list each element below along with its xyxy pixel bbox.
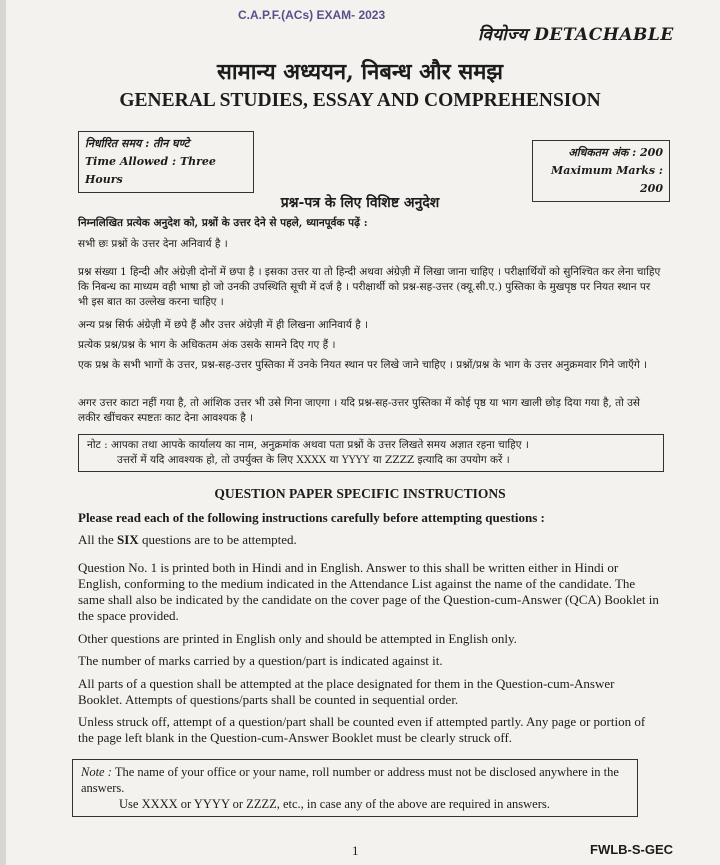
instruction-1-text-c: questions are to be attempted. [138, 532, 297, 547]
english-intro: Please read each of the following instructions carefully before attempting questions : [78, 510, 545, 525]
time-allowed-box [78, 131, 254, 193]
page-number: 1 [352, 843, 359, 858]
time-allowed-english: Time Allowed : Three Hours [85, 155, 216, 186]
english-instruction-2: Question No. 1 is printed both in Hindi and in English. Answer to this shall be written either in Hindi or English, conforming to the medium indicated in the Attendance List against the name of the candidate. The same shall also be indicated by the candidate on the cover page of the Question-cum-Answer (QCA) Booklet in the space provided. [78, 560, 659, 623]
maximum-marks-hindi: अधिकतम अंक : 200 [568, 146, 663, 159]
detachable-english: DETACHABLE [534, 25, 674, 45]
title-english: GENERAL STUDIES, ESSAY AND COMPREHENSION [119, 90, 601, 111]
instruction-1-six: SIX [117, 532, 139, 547]
time-allowed-hindi: निर्धारित समय : तीन घण्टे [85, 137, 190, 150]
english-note-box [72, 759, 638, 817]
english-note-text-1: The name of your office or your name, roll number or address must not be disclosed anywhere in the answers. [81, 765, 619, 795]
paper-code: FWLB-S-GEC [590, 842, 674, 857]
hindi-note-line-2: उत्तरों में यदि आवश्यक हो, तो उपर्युक्त के लिए XXXX या YYYY या ZZZZ इत्यादि का उपयोग करें । [117, 454, 510, 466]
english-note-line-1 [81, 764, 629, 796]
hindi-instruction-1: सभी छः प्रश्नों के उत्तर देना अनिवार्य है । [78, 238, 228, 250]
english-instruction-6: Unless struck off, attempt of a question/part shall be counted even if attempted partly. Any page or portion of the page left blank in the Question-cum-Answer Booklet must be clearly struck off. [78, 714, 646, 745]
instruction-1-text-a: All the [78, 532, 117, 547]
hindi-instruction-3: अन्य प्रश्न सिर्फ अंग्रेज़ी में छपे हैं और उत्तर अंग्रेज़ी में ही लिखना आनिवार्य है । [78, 319, 369, 331]
hindi-instruction-6: अगर उत्तर काटा नहीं गया है, तो आंशिक उत्तर भी उसे गिना जाएगा । यदि प्रश्न-सह-उत्तर पुस्तिका में कोई पृष्ठ या भाग खाली छोड़ दिया गया है, तो उसे लकीर खींचकर स्पष्टतः काट देना आवश्यक है । [78, 397, 640, 424]
page-edge [0, 0, 6, 865]
hindi-intro: निम्नलिखित प्रत्येक अनुदेश को, प्रश्नों के उत्तर देने से पहले, ध्यानपूर्वक पढ़ें : [78, 217, 368, 229]
english-instructions-heading: QUESTION PAPER SPECIFIC INSTRUCTIONS [214, 486, 506, 501]
english-note-line-2: Use XXXX or YYYY or ZZZZ, etc., in case any of the above are required in answers. [119, 797, 550, 811]
english-instruction-5: All parts of a question shall be attempted at the place designated for them in the Question-cum-Answer Booklet. Attempts of questions/parts shall be counted in sequential order. [78, 676, 615, 707]
hindi-note-line-1: नोट : आपका तथा आपके कार्यालय का नाम, अनुक्रमांक अथवा पता प्रश्नों के उत्तर लिखते समय अज्ञात रहना चाहिए । [87, 439, 529, 451]
english-note-label: Note : [81, 765, 112, 779]
hindi-instruction-2: प्रश्न संख्या 1 हिन्दी और अंग्रेज़ी दोनों में छपा है । इसका उत्तर या तो हिन्दी अथवा अंग्रेज़ी में लिखा जाना चाहिए । परीक्षार्थियों को सुनिश्चित कर लेना चाहिए कि निबन्ध का माध्यम वही भाषा हो जो उनकी उपस्थिति सूची में दर्ज है । परीक्षार्थी को प्रश्न-सह-उत्तर (क्यू.सी.ए.) पुस्तिका के मुखपृष्ठ पर नियत स्थान पर भी इस बात का उल्लेख करना चाहिए । [78, 266, 661, 308]
hindi-instructions-heading: प्रश्न-पत्र के लिए विशिष्ट अनुदेश [280, 195, 440, 211]
english-instruction-1 [78, 532, 662, 548]
english-instruction-3: Other questions are printed in English only and should be attempted in English only. [78, 631, 517, 646]
title-hindi: सामान्य अध्ययन, निबन्ध और समझ [216, 59, 504, 85]
hindi-instruction-5: एक प्रश्न के सभी भागों के उत्तर, प्रश्न-सह-उत्तर पुस्तिका में उनके नियत स्थान पर लिखे जाने चाहिए । प्रश्नों/प्रश्न के भाग के उत्तर अनुक्रमवार गिने जाएँगे । [78, 359, 648, 371]
hindi-instruction-4: प्रत्येक प्रश्न/प्रश्न के भाग के अधिकतम अंक उसके सामने दिए गए हैं । [78, 339, 336, 351]
exam-label: C.A.P.F.(ACs) EXAM- 2023 [238, 8, 386, 22]
detachable-label [478, 22, 674, 45]
maximum-marks-english: Maximum Marks : 200 [551, 164, 663, 195]
hindi-note-box [78, 434, 664, 472]
detachable-hindi: वियोज्य [478, 25, 528, 45]
english-instruction-4: The number of marks carried by a question/part is indicated against it. [78, 653, 443, 668]
